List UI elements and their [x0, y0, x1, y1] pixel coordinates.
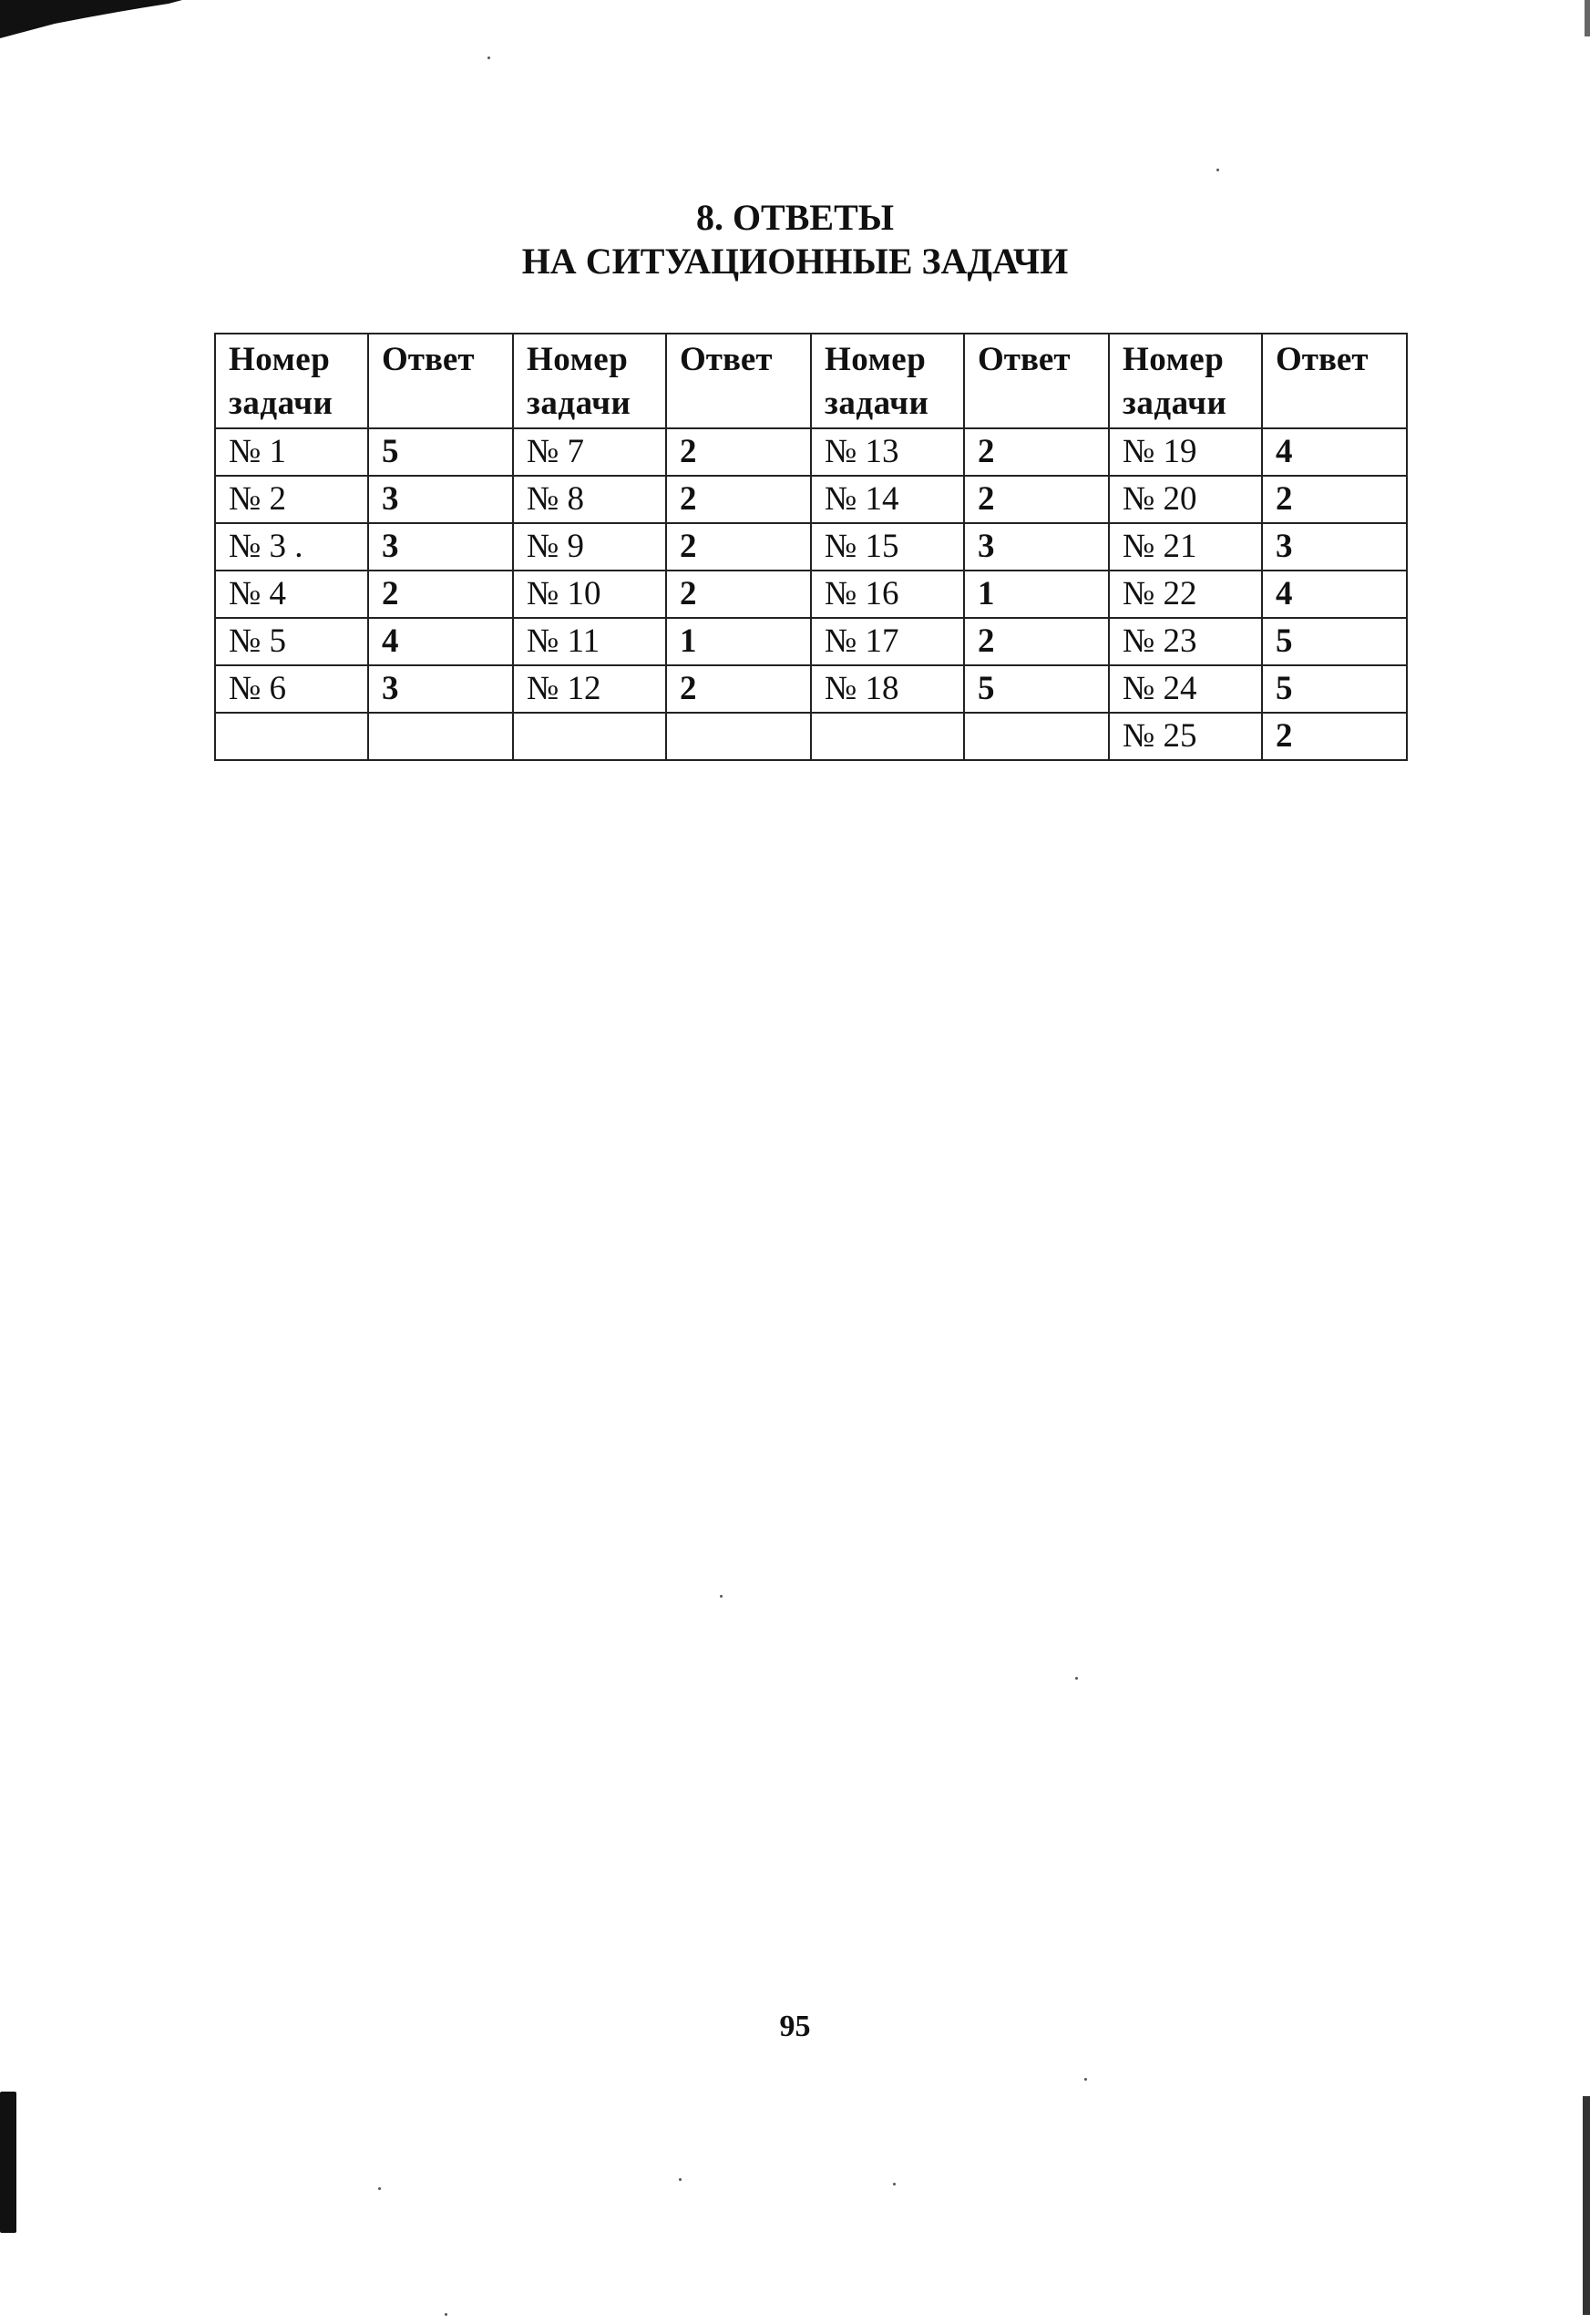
- scan-speck: [445, 2313, 447, 2316]
- table-row: [215, 665, 1407, 713]
- answer-cell: 2: [1262, 476, 1407, 523]
- title-line-2: НА СИТУАЦИОННЫЕ ЗАДАЧИ: [521, 241, 1069, 282]
- answer-cell: 2: [666, 476, 811, 523]
- table-row: [215, 713, 1407, 760]
- task-number-cell: № 18: [811, 665, 964, 713]
- scan-artifact-right-edge: [1583, 2096, 1590, 2315]
- table-row: [215, 428, 1407, 476]
- task-number-cell: № 2: [215, 476, 368, 523]
- task-number-cell: № 25: [1109, 713, 1262, 760]
- answer-cell: 3: [964, 523, 1109, 571]
- scan-artifact-right-top: [1585, 0, 1590, 36]
- answer-cell: 5: [964, 665, 1109, 713]
- page-number: 95: [779, 2010, 811, 2043]
- answer-cell: [666, 713, 811, 760]
- table-header-row: [215, 334, 1407, 428]
- answer-cell: 3: [368, 476, 513, 523]
- answer-cell: 4: [368, 618, 513, 665]
- task-number-cell: № 20: [1109, 476, 1262, 523]
- task-number-cell: № 11: [513, 618, 666, 665]
- answer-cell: 4: [1262, 428, 1407, 476]
- answer-cell: 2: [666, 523, 811, 571]
- answer-cell: [368, 713, 513, 760]
- task-number-cell: № 10: [513, 571, 666, 618]
- answer-cell: 1: [964, 571, 1109, 618]
- scan-speck: [679, 2178, 682, 2181]
- answer-cell: [964, 713, 1109, 760]
- scan-artifact-left-edge: [0, 2092, 16, 2233]
- task-number-cell: № 24: [1109, 665, 1262, 713]
- scan-speck: [1075, 1677, 1078, 1680]
- answer-cell: 3: [368, 523, 513, 571]
- scan-speck: [378, 2187, 381, 2190]
- table-row: [215, 618, 1407, 665]
- answer-cell: 3: [368, 665, 513, 713]
- table-row: [215, 476, 1407, 523]
- answer-cell: 5: [1262, 618, 1407, 665]
- header-task-number: Номер задачи: [811, 334, 964, 428]
- task-number-cell: № 8: [513, 476, 666, 523]
- task-number-cell: [215, 713, 368, 760]
- answer-cell: 2: [964, 476, 1109, 523]
- task-number-cell: [513, 713, 666, 760]
- answer-cell: 5: [368, 428, 513, 476]
- task-number-cell: № 22: [1109, 571, 1262, 618]
- task-number-cell: [811, 713, 964, 760]
- answer-cell: 3: [1262, 523, 1407, 571]
- header-answer: Ответ: [666, 334, 811, 428]
- scan-speck: [1216, 169, 1219, 171]
- answer-cell: 2: [1262, 713, 1407, 760]
- scan-speck: [487, 57, 490, 59]
- task-number-cell: № 13: [811, 428, 964, 476]
- task-number-cell: № 15: [811, 523, 964, 571]
- answer-cell: 2: [964, 618, 1109, 665]
- header-answer: Ответ: [1262, 334, 1407, 428]
- header-answer: Ответ: [368, 334, 513, 428]
- answer-cell: 2: [368, 571, 513, 618]
- scan-artifact-top-left: [0, 0, 182, 40]
- task-number-cell: № 5: [215, 618, 368, 665]
- task-number-cell: № 23: [1109, 618, 1262, 665]
- header-task-number: Номер задачи: [513, 334, 666, 428]
- task-number-cell: № 16: [811, 571, 964, 618]
- title-line-1: 8. ОТВЕТЫ: [695, 197, 895, 238]
- scan-speck: [1084, 2078, 1087, 2081]
- task-number-cell: № 7: [513, 428, 666, 476]
- table-row: [215, 571, 1407, 618]
- task-number-cell: № 1: [215, 428, 368, 476]
- header-answer: Ответ: [964, 334, 1109, 428]
- task-number-cell: № 9: [513, 523, 666, 571]
- answer-cell: 2: [666, 428, 811, 476]
- answer-cell: 2: [666, 571, 811, 618]
- task-number-cell: № 6: [215, 665, 368, 713]
- task-number-cell: № 12: [513, 665, 666, 713]
- task-number-cell: № 19: [1109, 428, 1262, 476]
- answers-table: [214, 333, 1408, 761]
- header-task-number: Номер задачи: [215, 334, 368, 428]
- scan-speck: [720, 1595, 723, 1598]
- answer-cell: 4: [1262, 571, 1407, 618]
- task-number-cell: № 21: [1109, 523, 1262, 571]
- scan-speck: [893, 2183, 896, 2185]
- task-number-cell: № 3 .: [215, 523, 368, 571]
- header-task-number: Номер задачи: [1109, 334, 1262, 428]
- page-title: [0, 196, 1590, 283]
- answer-cell: 1: [666, 618, 811, 665]
- table-row: [215, 523, 1407, 571]
- answer-cell: 5: [1262, 665, 1407, 713]
- answer-cell: 2: [666, 665, 811, 713]
- task-number-cell: № 14: [811, 476, 964, 523]
- task-number-cell: № 17: [811, 618, 964, 665]
- task-number-cell: № 4: [215, 571, 368, 618]
- answer-cell: 2: [964, 428, 1109, 476]
